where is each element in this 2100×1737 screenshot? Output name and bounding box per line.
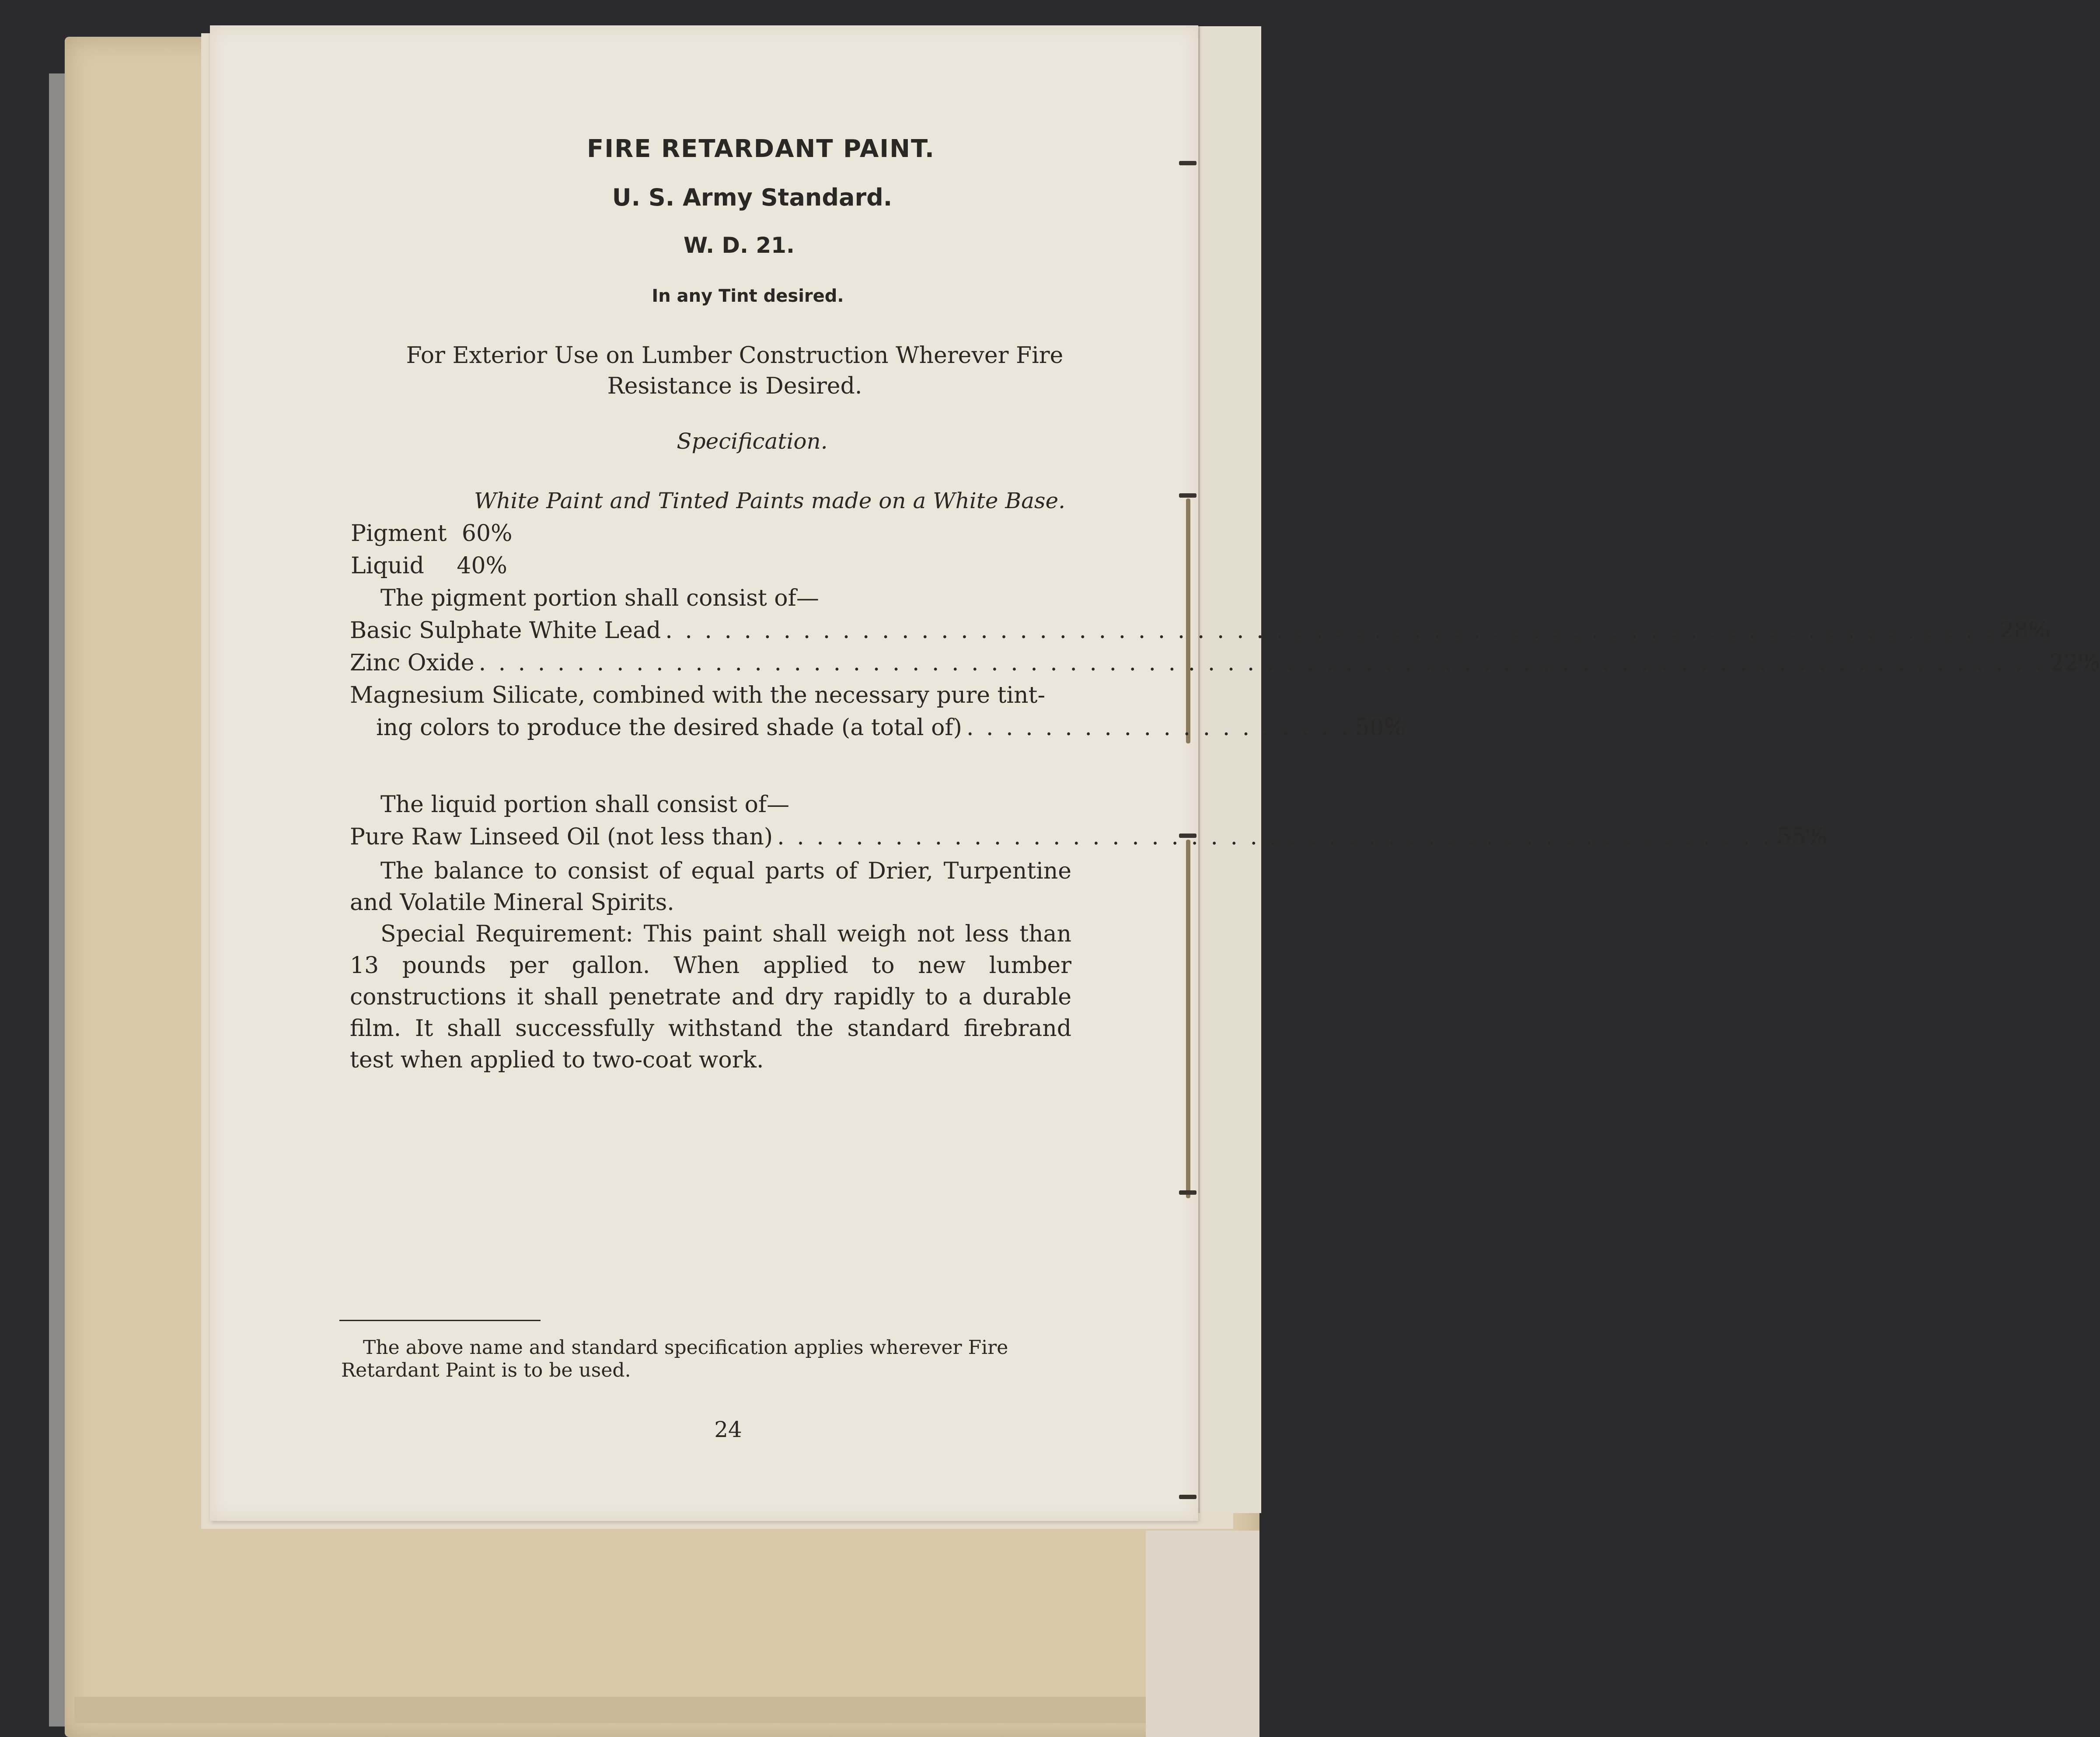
composition-row: [351, 553, 507, 579]
item-label: Zinc Oxide: [350, 650, 474, 676]
use-statement: [367, 340, 1102, 401]
leader-dots: . . . . . . . . . . . . . . . . . . . . . . . . . . . . . . . . . . . . . . . . . . . . . . . . . . .: [777, 824, 1772, 850]
pigment-item: [350, 617, 2051, 644]
specification-heading: Specification.: [677, 429, 828, 454]
composition-label: Liquid: [351, 553, 424, 579]
use-line: Resistance is Desired.: [607, 373, 862, 399]
item-percent: 55%: [1776, 824, 1828, 850]
liquid-intro: The liquid portion shall consist of—: [380, 792, 790, 818]
leader-dots: . . . . . . . . . . . . . . . . . . . . . . . . . . . . . . . . . . . . . . . . . . . . . . . . . . . . . . . . . . . . . . . . . . . . . . . . . . . . . . . .: [478, 650, 2045, 676]
book-cover-bottom-edge: [74, 1697, 1259, 1723]
item-label: Pure Raw Linseed Oil (not less than): [350, 824, 773, 850]
pigment-intro: The pigment portion shall consist of—: [380, 585, 819, 611]
item-label-continued: ing colors to produce the desired shade (a total of): [376, 715, 962, 741]
tint-note: In any Tint desired.: [652, 286, 844, 306]
page-number: 24: [714, 1417, 742, 1442]
footnote-rule: [339, 1320, 541, 1321]
pigment-item: [376, 715, 1406, 741]
footnote: The above name and standard specification applies wherever Fire Retardant Paint is to be used.: [341, 1336, 1008, 1381]
pigment-item: [350, 650, 2100, 676]
item-percent: 22%: [2049, 650, 2100, 676]
binding-lower-edge: [1146, 1531, 1259, 1737]
special-requirement-paragraph: Special Requirement: This paint shall weigh not less than 13 pounds per gallon. When applied to new lumber constructions it shall penetrate and dry rapidly to a durable film. It shall successfully withstand the standard firebrand test when applied to two-coat work.: [350, 921, 1071, 1073]
composition-value: 60%: [461, 520, 513, 547]
composition-value: 40%: [457, 553, 507, 579]
page-title: FIRE RETARDANT PAINT.: [587, 135, 935, 163]
page-content: [210, 25, 2100, 1521]
item-label: Basic Sulphate White Lead: [350, 617, 661, 644]
base-heading: White Paint and Tinted Paints made on a White Base.: [474, 488, 1066, 513]
balance-paragraph: The balance to consist of equal parts of Drier, Turpentine and Volatile Mineral Spirits.: [350, 858, 1071, 916]
designation: W. D. 21.: [684, 233, 795, 258]
composition-label: Pigment: [351, 520, 447, 547]
item-percent: 28%: [1999, 617, 2051, 644]
leader-dots: . . . . . . . . . . . . . . . . . . . .: [966, 715, 1351, 741]
back-cover-edge: [49, 73, 66, 1727]
item-percent: 50%: [1355, 715, 1406, 741]
composition-row: [351, 520, 512, 547]
item-label: Magnesium Silicate, combined with the necessary pure tint-: [350, 682, 1046, 708]
leader-dots: . . . . . . . . . . . . . . . . . . . . . . . . . . . . . . . . . . . . . . . . . . . . . . . . . . . . . . . . . . . . . . . . . . . .: [665, 617, 1995, 644]
use-line: For Exterior Use on Lumber Construction Wherever Fire: [406, 342, 1064, 369]
subtitle: U. S. Army Standard.: [612, 184, 893, 211]
liquid-item: [350, 824, 1828, 850]
